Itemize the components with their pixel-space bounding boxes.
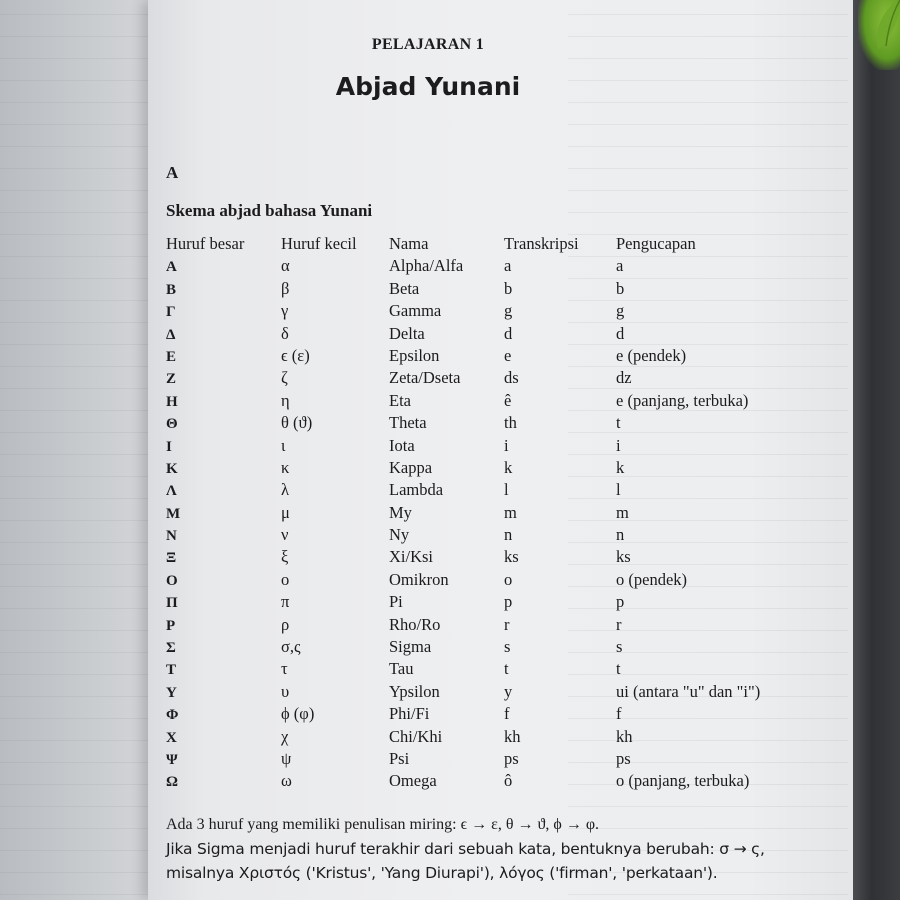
section-heading: Skema abjad bahasa Yunani — [166, 201, 373, 220]
note-italic-forms: Ada 3 huruf yang memiliki penulisan miring: ϵ → ε, θ → ϑ, ϕ → φ. — [166, 816, 600, 833]
cell-pronunciation: kh — [616, 726, 633, 746]
cell-transcription: d — [504, 323, 513, 343]
table-row — [166, 525, 806, 547]
cell-uppercase: Ω — [166, 774, 179, 791]
header-uppercase: Huruf besar — [166, 234, 245, 253]
cell-uppercase: Ρ — [166, 617, 176, 634]
cell-pronunciation: ui (antara "u" dan "i") — [616, 681, 761, 701]
cell-pronunciation: n — [616, 525, 625, 545]
cell-name: My — [389, 502, 412, 522]
table-row — [166, 682, 806, 704]
cell-transcription: n — [504, 525, 513, 545]
cell-uppercase: Ξ — [166, 550, 177, 567]
cell-lowercase: ζ — [281, 368, 288, 388]
table-row — [166, 503, 806, 525]
lesson-label: PELAJARAN 1 — [371, 36, 485, 53]
table-row — [166, 436, 806, 458]
cell-uppercase: Τ — [166, 662, 177, 679]
cell-lowercase: μ — [281, 502, 290, 522]
table-row — [166, 749, 806, 771]
leaf-shape — [858, 0, 900, 70]
cell-lowercase: θ (ϑ) — [281, 413, 313, 433]
cell-name: Chi/Khi — [389, 726, 443, 746]
cell-name: Zeta/Dseta — [389, 368, 461, 388]
cell-transcription: a — [504, 256, 512, 276]
table-row — [166, 279, 806, 301]
table-row — [166, 570, 806, 592]
cell-pronunciation: t — [616, 413, 621, 433]
cell-pronunciation: s — [616, 637, 623, 657]
cell-uppercase: Σ — [166, 640, 176, 657]
cell-name: Rho/Ro — [389, 614, 441, 634]
note-final-sigma: Jika Sigma menjadi huruf terakhir dari sebuah kata, bentuknya berubah: σ → ς, — [166, 840, 765, 858]
book-page — [148, 0, 853, 900]
cell-name: Ypsilon — [389, 681, 440, 701]
table-header-row — [166, 234, 806, 256]
cell-transcription: th — [504, 413, 517, 433]
cell-name: Psi — [389, 748, 410, 768]
cell-pronunciation: g — [616, 301, 625, 321]
cell-lowercase: κ — [281, 457, 290, 477]
cell-uppercase: Ν — [166, 528, 177, 545]
cell-name: Pi — [389, 592, 403, 612]
cell-uppercase: Χ — [166, 729, 177, 746]
cell-pronunciation: i — [616, 435, 621, 455]
cell-name: Sigma — [389, 637, 432, 657]
cell-uppercase: Κ — [166, 460, 178, 477]
cell-uppercase: Α — [166, 259, 177, 276]
cell-uppercase: Θ — [166, 416, 178, 433]
cell-pronunciation: o (panjang, terbuka) — [616, 771, 750, 791]
facing-page-edge — [0, 0, 150, 900]
cell-name: Omega — [389, 771, 437, 791]
cell-lowercase: ο — [281, 569, 290, 589]
table-row — [166, 324, 806, 346]
cell-uppercase: Ο — [166, 572, 178, 589]
cell-transcription: r — [504, 614, 510, 634]
cell-transcription: ô — [504, 771, 513, 791]
cell-pronunciation: ps — [616, 748, 631, 768]
table-row — [166, 637, 806, 659]
cell-pronunciation: m — [616, 502, 629, 522]
cell-uppercase: Ε — [166, 348, 177, 365]
cell-name: Lambda — [389, 480, 444, 500]
header-pronunciation: Pengucapan — [616, 234, 696, 253]
table-row — [166, 592, 806, 614]
cell-transcription: k — [504, 457, 513, 477]
cell-lowercase: π — [281, 592, 290, 612]
cell-pronunciation: f — [616, 704, 622, 724]
cell-transcription: m — [504, 502, 517, 522]
table-row — [166, 771, 806, 793]
cell-lowercase: γ — [281, 301, 289, 321]
table-row — [166, 368, 806, 390]
show-through-text — [0, 0, 150, 900]
cell-transcription: ks — [504, 547, 519, 567]
cell-pronunciation: dz — [616, 368, 632, 388]
cell-name: Phi/Fi — [389, 704, 430, 724]
cell-lowercase: η — [281, 390, 290, 410]
cell-name: Beta — [389, 278, 420, 298]
cell-name: Ny — [389, 525, 410, 545]
cell-lowercase: ϕ (φ) — [281, 704, 315, 724]
table-row — [166, 458, 806, 480]
page-title: Abjad Yunani — [335, 72, 521, 101]
cell-transcription: b — [504, 278, 513, 298]
cell-uppercase: Η — [166, 393, 178, 410]
table-row — [166, 413, 806, 435]
cell-name: Tau — [389, 659, 414, 679]
cell-name: Omikron — [389, 569, 449, 589]
cell-pronunciation: a — [616, 256, 624, 276]
cell-lowercase: ι — [281, 435, 286, 455]
cell-pronunciation: t — [616, 659, 621, 679]
table-row — [166, 547, 806, 569]
cell-lowercase: α — [281, 256, 290, 276]
cell-name: Epsilon — [389, 345, 440, 365]
cell-transcription: ds — [504, 368, 519, 388]
table-row — [166, 727, 806, 749]
cell-name: Xi/Ksi — [389, 547, 434, 567]
cell-transcription: s — [504, 637, 511, 657]
cell-uppercase: Ζ — [166, 371, 177, 388]
table-row — [166, 301, 806, 323]
cell-name: Kappa — [389, 457, 433, 477]
cell-pronunciation: p — [616, 592, 625, 612]
cell-uppercase: Λ — [166, 483, 177, 500]
cell-pronunciation: d — [616, 323, 625, 343]
header-lowercase: Huruf kecil — [281, 234, 357, 253]
table-row — [166, 704, 806, 726]
cell-pronunciation: k — [616, 457, 625, 477]
table-row — [166, 480, 806, 502]
note-examples: misalnya Χριστός ('Kristus', 'Yang Diurapi'), λόγος ('firman', 'perkataan'). — [166, 864, 718, 882]
cell-lowercase: δ — [281, 323, 289, 343]
cell-transcription: t — [504, 659, 509, 679]
cell-transcription: ê — [504, 390, 512, 410]
table-row — [166, 615, 806, 637]
cell-lowercase: τ — [281, 659, 288, 679]
cell-name: Alpha/Alfa — [389, 256, 464, 276]
cell-transcription: g — [504, 301, 513, 321]
cell-lowercase: ω — [281, 771, 292, 791]
cell-pronunciation: o (pendek) — [616, 569, 688, 589]
cell-transcription: l — [504, 480, 509, 500]
cell-uppercase: Μ — [166, 505, 181, 522]
table-row — [166, 346, 806, 368]
table-row — [166, 256, 806, 278]
cell-uppercase: Δ — [166, 326, 176, 343]
cell-lowercase: χ — [281, 726, 289, 746]
cell-lowercase: β — [281, 278, 290, 298]
cell-uppercase: Π — [166, 595, 178, 612]
cell-transcription: p — [504, 592, 513, 612]
cell-transcription: e — [504, 345, 512, 365]
cell-uppercase: Ψ — [166, 751, 178, 768]
background-surface — [853, 0, 900, 900]
cell-uppercase: Β — [166, 281, 177, 298]
cell-name: Eta — [389, 390, 411, 410]
cell-uppercase: Υ — [166, 684, 177, 701]
alphabet-table — [166, 234, 806, 794]
cell-name: Theta — [389, 413, 427, 433]
cell-name: Gamma — [389, 301, 442, 321]
cell-pronunciation: ks — [616, 547, 631, 567]
cell-name: Delta — [389, 323, 425, 343]
cell-transcription: i — [504, 435, 509, 455]
cell-lowercase: ρ — [281, 614, 290, 634]
table-row — [166, 391, 806, 413]
cell-transcription: kh — [504, 726, 521, 746]
cell-pronunciation: l — [616, 480, 621, 500]
cell-pronunciation: e (pendek) — [616, 345, 687, 365]
cell-pronunciation: e (panjang, terbuka) — [616, 390, 749, 410]
leaf-icon — [858, 0, 900, 70]
cell-lowercase: σ,ς — [281, 637, 301, 657]
cell-pronunciation: r — [616, 614, 622, 634]
table-row — [166, 659, 806, 681]
cell-uppercase: Ι — [166, 438, 172, 455]
header-transcription: Transkripsi — [504, 234, 579, 253]
cell-lowercase: λ — [281, 480, 290, 500]
cell-lowercase: ϵ (ε) — [281, 345, 310, 365]
cell-transcription: ps — [504, 748, 519, 768]
cell-lowercase: ψ — [281, 748, 292, 768]
cell-lowercase: ν — [281, 525, 289, 545]
cell-name: Iota — [389, 435, 415, 455]
cell-uppercase: Φ — [166, 707, 179, 724]
cell-transcription: y — [504, 681, 513, 701]
cell-lowercase: ξ — [281, 547, 289, 567]
cell-transcription: o — [504, 569, 513, 589]
section-letter: A — [166, 163, 179, 182]
cell-transcription: f — [504, 704, 510, 724]
cell-pronunciation: b — [616, 278, 625, 298]
cell-uppercase: Γ — [166, 304, 176, 321]
header-name: Nama — [389, 234, 429, 253]
cell-lowercase: υ — [281, 681, 290, 701]
